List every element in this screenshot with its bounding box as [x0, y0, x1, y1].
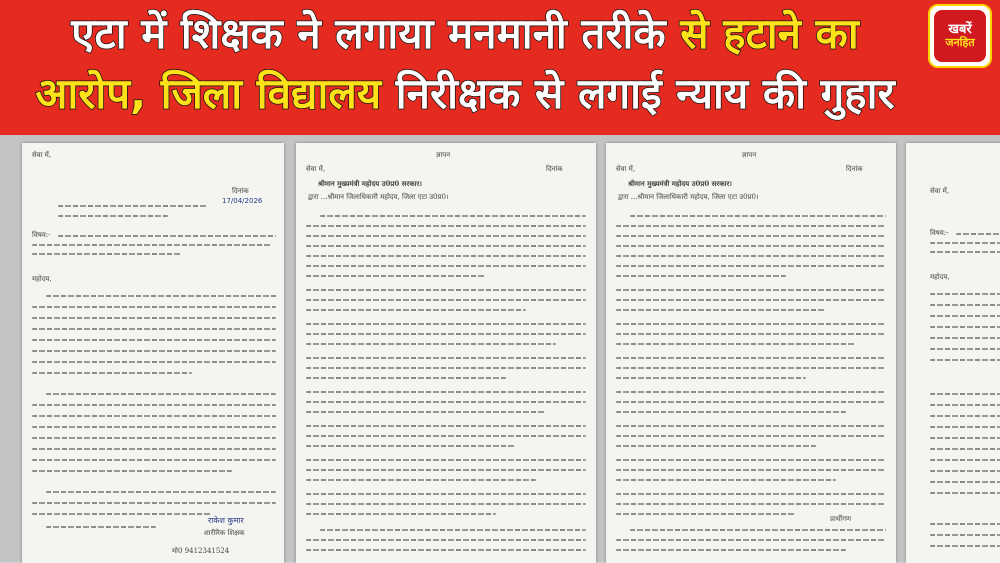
text-line [616, 333, 886, 335]
text-line [32, 339, 276, 341]
text-line [46, 491, 276, 493]
headline-line-1-main: एटा में शिक्षक ने लगाया मनमानी तरीके [71, 9, 681, 58]
text-line [32, 426, 276, 428]
documents-area [0, 135, 1000, 562]
text-line [306, 493, 586, 495]
text-line [306, 357, 586, 359]
text-line [616, 343, 856, 345]
opening: महोदय, [930, 273, 950, 281]
date-label: दिनांक [232, 187, 249, 195]
text-line [306, 367, 586, 369]
text-line [616, 411, 846, 413]
text-line [616, 425, 886, 427]
text-line [306, 309, 526, 311]
headline-line-1 [0, 10, 930, 57]
text-line [32, 372, 192, 374]
text-line [306, 225, 586, 227]
text-line [630, 529, 886, 531]
text-line [616, 503, 886, 505]
text-line [930, 448, 1000, 450]
salutation: सेवा में, [616, 165, 636, 173]
text-line [320, 215, 586, 217]
text-line [616, 289, 886, 291]
salutation: सेवा में, [306, 165, 326, 173]
text-line [306, 401, 586, 403]
text-line [616, 275, 786, 277]
subject-label: विषय:- [930, 229, 949, 237]
headline-banner [0, 0, 1000, 135]
letter-page-4 [906, 143, 1000, 563]
recipient: श्रीमान मुख्यमंत्री महोदय उ0प्र0 सरकार। [318, 179, 422, 188]
text-line [32, 328, 276, 330]
memo-heading: ज्ञापन [436, 151, 451, 159]
text-line [32, 404, 276, 406]
text-line [616, 309, 826, 311]
text-line [32, 513, 212, 515]
letter-page-3 [606, 143, 896, 563]
text-line [930, 481, 1000, 483]
date-label: दिनांक [546, 165, 563, 173]
text-line [32, 415, 276, 417]
text-line [306, 539, 586, 541]
letter-page-2 [296, 143, 596, 563]
text-line [930, 251, 1000, 253]
text-line [32, 361, 276, 363]
text-line [32, 350, 276, 352]
text-line [616, 245, 886, 247]
text-line [306, 289, 586, 291]
text-line [930, 304, 1000, 306]
text-line [306, 435, 586, 437]
text-line [306, 255, 586, 257]
text-line [616, 459, 886, 461]
text-line [616, 235, 886, 237]
text-line [306, 299, 586, 301]
memo-heading: ज्ञापन [742, 151, 757, 159]
salutation: सेवा में, [930, 187, 950, 195]
signer-name: राकेश कुमार [208, 516, 244, 525]
logo-line-1: खबरें [948, 21, 972, 37]
text-line [616, 299, 886, 301]
text-line [930, 523, 1000, 525]
text-line [930, 415, 1000, 417]
text-line [930, 437, 1000, 439]
text-line [616, 435, 886, 437]
signer-designation: शारीरिक शिक्षक [204, 529, 245, 537]
text-line [630, 215, 886, 217]
text-line [306, 333, 586, 335]
signoff: प्रार्थीगण [830, 515, 852, 523]
text-line [930, 404, 1000, 406]
text-line [930, 242, 1000, 244]
text-line [32, 448, 276, 450]
text-line [930, 348, 1000, 350]
text-line [930, 359, 1000, 361]
text-line [46, 393, 276, 395]
text-line [306, 479, 536, 481]
text-line [930, 315, 1000, 317]
text-line [616, 391, 886, 393]
signer-phone: मो0 9412341524 [172, 547, 230, 555]
date-label: दिनांक [846, 165, 863, 173]
text-line [616, 265, 886, 267]
text-line [616, 549, 846, 551]
text-line [32, 459, 276, 461]
text-line [930, 393, 1000, 395]
text-line [956, 233, 1000, 235]
text-line [616, 539, 886, 541]
subject-label: विषय:- [32, 231, 51, 239]
text-line [930, 426, 1000, 428]
logo-line-2: जनहित [945, 35, 975, 49]
text-line [306, 245, 586, 247]
text-line [58, 215, 168, 217]
text-line [306, 445, 516, 447]
text-line [32, 306, 276, 308]
recipient: श्रीमान मुख्यमंत्री महोदय उ0प्र0 सरकार। [628, 179, 732, 188]
text-line [58, 235, 276, 237]
text-line [930, 326, 1000, 328]
text-line [306, 411, 546, 413]
through: द्वारा ...श्रीमान जिलाधिकारी महोदय, जिला एटा उ0प्र0। [618, 193, 759, 201]
text-line [616, 513, 796, 515]
salutation: सेवा में, [32, 151, 52, 159]
text-line [32, 317, 276, 319]
text-line [306, 377, 506, 379]
text-line [616, 479, 836, 481]
text-line [306, 459, 586, 461]
text-line [58, 205, 208, 207]
text-line [46, 526, 156, 528]
text-line [616, 357, 886, 359]
text-line [616, 225, 886, 227]
headline-line-2-main: निरीक्षक से लगाई न्याय की गुहार [381, 69, 895, 118]
text-line [32, 470, 232, 472]
text-line [46, 295, 276, 297]
text-line [32, 253, 182, 255]
text-line [306, 425, 586, 427]
text-line [616, 323, 886, 325]
opening: महोदय, [32, 275, 52, 283]
headline-line-2 [0, 70, 930, 117]
text-line [930, 534, 1000, 536]
text-line [32, 244, 272, 246]
text-line [306, 513, 496, 515]
text-line [616, 377, 806, 379]
text-line [930, 545, 1000, 547]
channel-logo [928, 4, 992, 68]
text-line [616, 493, 886, 495]
text-line [306, 343, 556, 345]
headline-line-2-highlight: आरोप, जिला विद्यालय [35, 69, 382, 118]
text-line [616, 401, 886, 403]
channel-logo-badge [934, 10, 986, 62]
letter-page-1 [22, 143, 284, 563]
text-line [616, 255, 886, 257]
through: द्वारा ...श्रीमान जिलाधिकारी महोदय, जिला एटा उ0प्र0। [308, 193, 449, 201]
text-line [930, 459, 1000, 461]
text-line [32, 437, 276, 439]
text-line [306, 503, 586, 505]
text-line [930, 470, 1000, 472]
headline-line-1-highlight: से हटाने का [680, 9, 859, 58]
text-line [306, 323, 586, 325]
text-line [32, 502, 276, 504]
text-line [306, 275, 486, 277]
text-line [306, 235, 586, 237]
letter-date: 17/04/2026 [222, 197, 263, 205]
text-line [616, 445, 816, 447]
text-line [320, 529, 586, 531]
text-line [306, 391, 586, 393]
text-line [306, 469, 586, 471]
text-line [930, 492, 1000, 494]
text-line [306, 549, 586, 551]
text-line [616, 367, 886, 369]
text-line [930, 293, 1000, 295]
text-line [306, 265, 586, 267]
text-line [616, 469, 886, 471]
text-line [930, 337, 1000, 339]
